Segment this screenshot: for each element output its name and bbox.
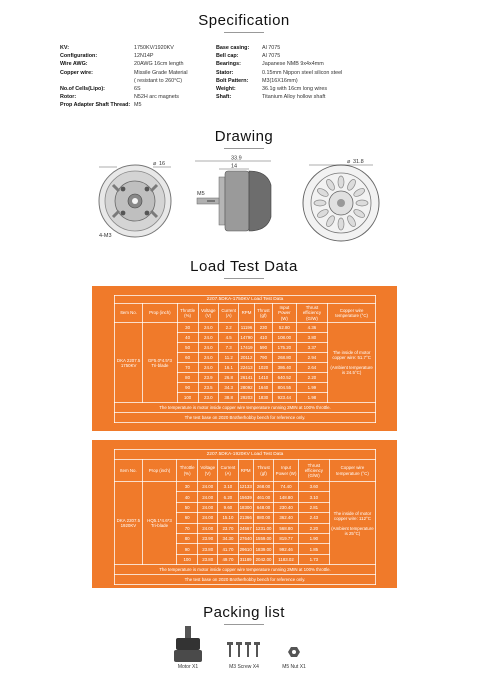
temperature-cell: The inside of motor copper wire: 51.7°C (Ambient temperature is 24.5°C) (328, 323, 376, 403)
table-cell: 23.90 (198, 533, 218, 543)
column-header: Input Power (W) (273, 304, 297, 323)
item-cell: DKA 2207.5 1750KV (115, 323, 143, 403)
table-cell: 1.90 (298, 533, 329, 543)
table-cell: 31189 (238, 554, 253, 564)
table-cell: 7.3 (219, 343, 239, 353)
motor-top-view (303, 159, 379, 241)
table-cell: 29203 (239, 393, 254, 403)
drawing-title: Drawing (0, 128, 488, 149)
table-cell: 4.5 (219, 333, 239, 343)
item-cell: DKA 2207.5 1920KV (115, 482, 143, 565)
table-cell: 24.0 (198, 333, 218, 343)
spec-value: 12N14P (134, 53, 154, 60)
table-cell: 60 (177, 353, 198, 363)
table-cell: 23.0 (198, 393, 218, 403)
table-cell: 14790 (239, 333, 254, 343)
spec-key: No.of Cells(Lipo): (60, 86, 105, 93)
svg-text:⌀: ⌀ (347, 159, 351, 165)
table-cell: 24.00 (198, 513, 218, 523)
spec-key (216, 101, 262, 109)
table-cell: 148.80 (274, 492, 299, 502)
motor-label: Motor X1 (177, 664, 199, 670)
table-cell: 24.0 (198, 353, 218, 363)
spec-value: 6S (134, 86, 141, 93)
table-cell: 74.40 (274, 482, 299, 492)
spec-key: Bolt Pattern: (216, 77, 249, 84)
table-cell: 9.60 (218, 502, 238, 512)
table-cell: 23.5 (198, 383, 218, 393)
spec-key: Prop Adapter Shaft Thread: (60, 102, 131, 109)
table-cell: 80 (177, 373, 198, 383)
column-header: Copper wire temperature (°C) (329, 460, 375, 482)
table-cell: 27640 (238, 533, 253, 543)
column-header: Item No. (115, 304, 143, 323)
spec-key: KV: (60, 45, 69, 51)
load-test-panel-1920kv (92, 440, 397, 588)
table-cell: 923.44 (273, 393, 297, 403)
table-cell: 24.00 (198, 523, 218, 533)
column-header: Thrust (gf) (253, 460, 273, 482)
table-cell: 1.99 (296, 383, 328, 393)
nut-label: M5 Nut X1 (282, 664, 306, 670)
spec-value: Al 7075 (262, 45, 281, 51)
table-cell: 2.94 (296, 353, 328, 363)
spec-key: Configuration: (60, 53, 98, 60)
table-cell: 804.55 (273, 383, 297, 393)
table-footnote: The temperature is motor inside copper wire temperature running 2MIN at 100% throttle. (115, 565, 376, 575)
column-header: Prop (inch) (142, 460, 176, 482)
table-cell: 2.20 (298, 523, 329, 533)
table-cell: 21366 (238, 513, 253, 523)
table-cell: 640.52 (273, 373, 297, 383)
table-cell: 1.85 (298, 544, 329, 554)
spec-table (60, 44, 440, 110)
column-header: Copper wire temperature (°C) (328, 304, 376, 323)
spec-row (60, 77, 440, 85)
table-cell: 24.0 (198, 363, 218, 373)
table-cell: 1.73 (298, 554, 329, 564)
load-table-1750kv (114, 295, 376, 423)
table-cell: 1839.00 (253, 544, 273, 554)
table-cell: 3.10 (218, 482, 238, 492)
spec-key: Stator: (216, 69, 234, 76)
table-cell: 3.10 (298, 492, 329, 502)
table-cell: 41.70 (218, 544, 238, 554)
table-cell: 34.30 (218, 533, 238, 543)
spec-value: 1750KV/1920KV (134, 45, 174, 51)
load-table-1920kv (114, 449, 376, 585)
spec-value: Missile Grade Material (134, 69, 188, 76)
table-cell: 40 (177, 333, 198, 343)
spec-row (60, 44, 440, 52)
table-cell: 1.98 (296, 393, 328, 403)
table-cell: 11196 (239, 323, 254, 333)
table-cell: 100 (177, 554, 198, 564)
table-cell: 3.80 (296, 333, 328, 343)
motor-bottom-view (99, 161, 171, 239)
table-cell: 26141 (239, 373, 254, 383)
spec-value: Al 7075 (262, 53, 281, 60)
table-cell: 26.8 (219, 373, 239, 383)
dim-d3: 33.9 (231, 155, 242, 162)
table-cell: 90 (177, 544, 198, 554)
table-cell: 28092 (239, 383, 254, 393)
table-cell: 1183.02 (274, 554, 299, 564)
column-header: Current (A) (219, 304, 239, 323)
table-cell: 880.00 (253, 513, 273, 523)
table-cell: 2042.00 (253, 554, 273, 564)
bell-vent (314, 200, 326, 206)
table-cell: 6.20 (218, 492, 238, 502)
bell-vent (338, 218, 344, 230)
table-cell: 410 (254, 333, 272, 343)
table-cell: 23.70 (218, 523, 238, 533)
table-cell: 992.46 (274, 544, 299, 554)
spec-value: M5 (134, 102, 142, 109)
spec-title: Specification (0, 12, 488, 33)
spec-key: Weight: (216, 86, 236, 93)
spec-value (262, 101, 352, 109)
table-cell: 18300 (238, 502, 253, 512)
prop-cell: HQ5.1*4.6*3 Tri-blade (142, 482, 176, 565)
spec-row (60, 85, 440, 93)
dim-d2: 14 (231, 163, 238, 170)
table-cell: 108.00 (273, 333, 297, 343)
table-cell: 29610 (238, 544, 253, 554)
screw-icon (226, 642, 262, 660)
table-cell: 80 (177, 533, 198, 543)
spec-key: Shaft: (216, 94, 232, 101)
table-cell: 461.00 (253, 492, 273, 502)
column-header: Thrust (gf) (254, 304, 272, 323)
table-cell: 24.00 (198, 482, 218, 492)
spec-row (60, 93, 440, 101)
table-footnote: The test base on 2020 Brotherhobby bench for reference only. (115, 575, 376, 585)
table-cell: 2.20 (296, 373, 328, 383)
spec-row (60, 101, 440, 109)
table-cell: 590 (254, 343, 272, 353)
dim-d4: M5 (197, 191, 205, 197)
table-cell: 386.40 (273, 363, 297, 373)
table-cell: 1020 (254, 363, 272, 373)
packing-list (0, 620, 488, 695)
spec-value: M3(16X16mm) (262, 77, 298, 84)
packing-title: Packing list (0, 604, 488, 625)
table-cell: 230.40 (274, 502, 299, 512)
table-cell: 790 (254, 353, 272, 363)
table-cell: 648.00 (253, 502, 273, 512)
spec-key: Wire AWG: (60, 61, 88, 68)
column-header: Thrust efficiency (G/W) (296, 304, 328, 323)
spec-value: N52H arc magnets (134, 94, 179, 101)
motor-side-view (195, 156, 271, 232)
temperature-cell: The inside of motor copper wire: 112°C (Ambient temperature is 25°C) (329, 482, 375, 565)
table-cell: 1830 (254, 393, 272, 403)
table-cell: 2.2 (219, 323, 239, 333)
motor-drawing (95, 155, 395, 247)
spec-row (60, 52, 440, 60)
table-cell: 22413 (239, 363, 254, 373)
table-cell: 90 (177, 383, 198, 393)
table-cell: 230 (254, 323, 272, 333)
table-cell: 16.1 (219, 363, 239, 373)
table-cell: 568.80 (274, 523, 299, 533)
table-cell: 17419 (239, 343, 254, 353)
column-header: RPM (238, 460, 253, 482)
table-cell: 70 (177, 363, 198, 373)
table-cell: 24.0 (198, 323, 218, 333)
table-cell: 24.0 (198, 343, 218, 353)
table-cell: 11.2 (219, 353, 239, 363)
table-cell: 24.00 (198, 492, 218, 502)
table-cell: 175.20 (273, 343, 297, 353)
load-test-panel-1750kv (92, 286, 397, 431)
dim-d6: 4-M3 (99, 233, 112, 239)
table-footnote: The test base on 2020 Brotherhobby bench for reference only. (115, 413, 376, 423)
table-cell: 23.9 (198, 373, 218, 383)
table-cell: 30 (177, 323, 198, 333)
spec-key: Base casing: (216, 45, 250, 51)
screw-label: M3 Screw X4 (229, 664, 259, 670)
table-cell: 50 (177, 343, 198, 353)
bell-vent (356, 200, 368, 206)
table-cell: 23.80 (198, 554, 218, 564)
motor-icon (170, 626, 206, 664)
table-cell: 52.80 (273, 323, 297, 333)
table-cell: 24.00 (198, 502, 218, 512)
table-cell: 24567 (238, 523, 253, 533)
table-cell: 819.77 (274, 533, 299, 543)
spec-value: 20AWG 16cm length (134, 61, 184, 68)
spec-key: Bearings: (216, 61, 241, 68)
table-cell: 30 (177, 482, 198, 492)
table-cell: 70 (177, 523, 198, 533)
table-cell: 3.37 (296, 343, 328, 353)
prop-cell: GF5.0*4.5*3 Tri-blade (143, 323, 177, 403)
table-caption: 2207.5DKA-1920KV Load Test Data (115, 450, 376, 460)
column-header: Throttle (%) (177, 304, 198, 323)
table-cell: 1559.00 (253, 533, 273, 543)
table-cell: 100 (177, 393, 198, 403)
dim-d1: 16 (159, 161, 166, 167)
nut-icon (288, 646, 300, 658)
spec-value: ( resistant to 260°C) (134, 77, 182, 84)
table-cell: 1410 (254, 373, 272, 383)
table-cell: 12133 (238, 482, 253, 492)
table-cell: 38.8 (219, 393, 239, 403)
column-header: Throttle (%) (177, 460, 198, 482)
spec-key: Bell cap: (216, 53, 239, 60)
table-cell: 50 (177, 502, 198, 512)
spec-value: Japanese NMB 9x4x4mm (262, 61, 324, 68)
spec-value: 36.1g with 16cm long wires (262, 86, 328, 93)
column-header: Thrust efficiency (G/W) (298, 460, 329, 482)
table-cell: 1640 (254, 383, 272, 393)
column-header: Current (A) (218, 460, 238, 482)
table-cell: 2.81 (298, 502, 329, 512)
svg-text:⌀: ⌀ (153, 161, 157, 167)
spec-row (60, 60, 440, 68)
table-cell: 23.80 (198, 544, 218, 554)
table-cell: 1231.00 (253, 523, 273, 533)
table-caption: 2207.5DKA-1750KV Load Test Data (115, 296, 376, 304)
column-header: Item No. (115, 460, 143, 482)
table-footnote: The temperature is motor inside copper wire temperature running 2MIN at 100% throttle. (115, 403, 376, 413)
table-cell: 49.70 (218, 554, 238, 564)
table-cell: 3.60 (298, 482, 329, 492)
table-cell: 2.43 (298, 513, 329, 523)
spec-key: Copper wire: (60, 69, 93, 76)
table-cell: 268.00 (253, 482, 273, 492)
column-header: Prop (inch) (143, 304, 177, 323)
dim-d5: 31.8 (353, 159, 364, 165)
spec-key: Rotor: (60, 94, 77, 101)
bell-vent (338, 176, 344, 188)
table-cell: 40 (177, 492, 198, 502)
table-cell: 60 (177, 513, 198, 523)
spec-value: Titanium Alloy hollow shaft (262, 94, 326, 101)
table-cell: 2.64 (296, 363, 328, 373)
spec-row (60, 69, 440, 77)
table-cell: 362.40 (274, 513, 299, 523)
table-cell: 34.3 (219, 383, 239, 393)
spec-key (60, 77, 134, 85)
table-cell: 20112 (239, 353, 254, 363)
table-cell: 15639 (238, 492, 253, 502)
column-header: Input Power (W) (274, 460, 299, 482)
table-cell: 15.10 (218, 513, 238, 523)
table-cell: 4.36 (296, 323, 328, 333)
spec-value: 0.15mm Nippon steel silicon steel (262, 69, 343, 76)
column-header: Voltage (V) (198, 460, 218, 482)
load-title: Load Test Data (0, 258, 488, 279)
table-cell: 268.80 (273, 353, 297, 363)
column-header: Voltage (V) (198, 304, 218, 323)
column-header: RPM (239, 304, 254, 323)
